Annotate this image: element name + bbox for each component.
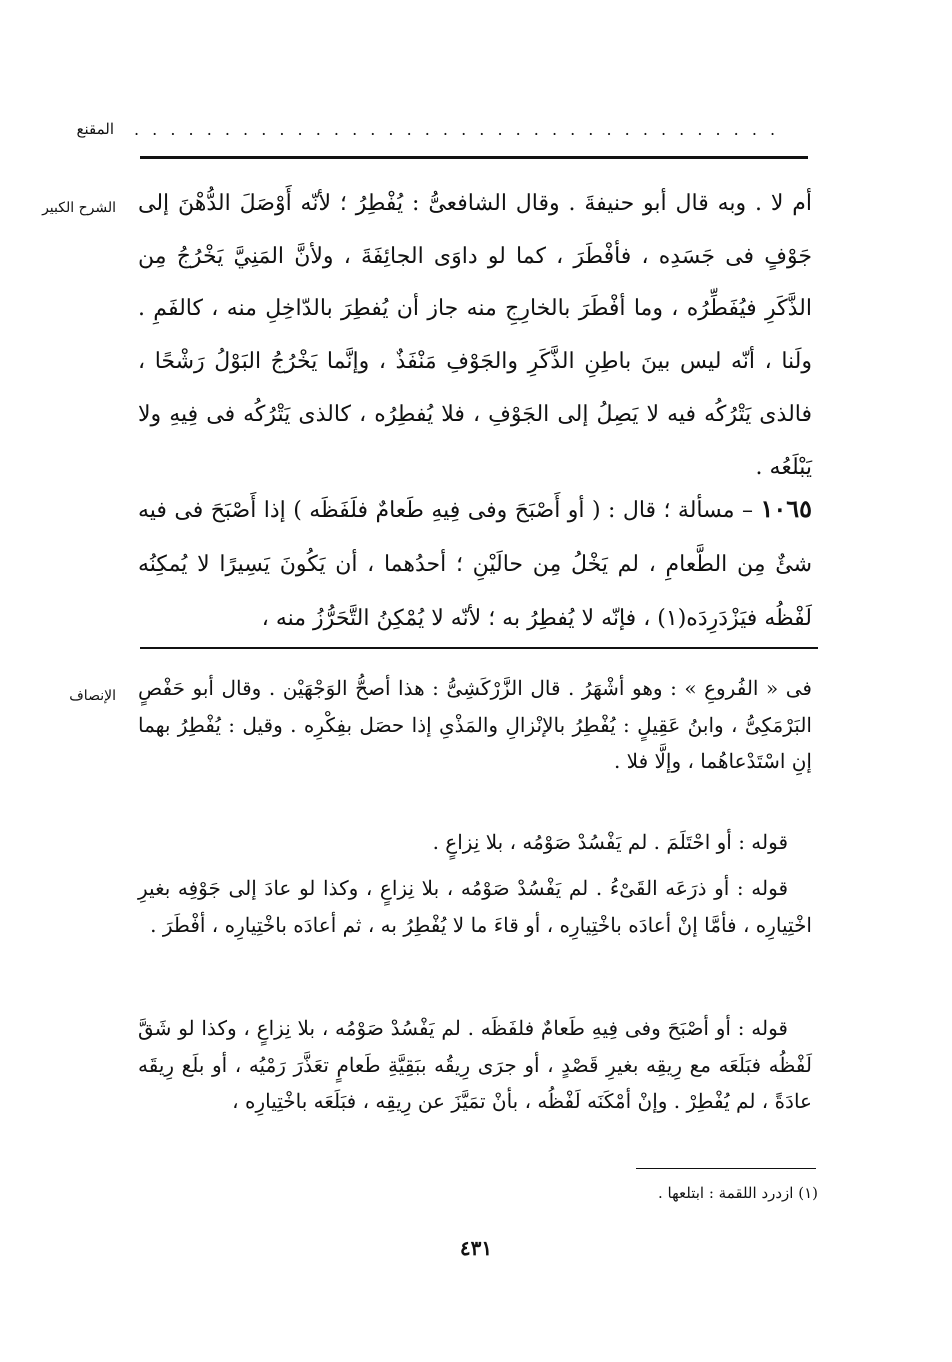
masala-paragraph — [138, 482, 812, 646]
dot-leader: . . . . . . . . . . . . . . . . . . . . . . . . . . . . . . . . . . . . — [134, 120, 780, 139]
running-head-title: المقنع — [76, 120, 114, 138]
insaf-paragraph: قوله : أو ذرَعَه القَىْءُ . لم يَفْسُدْ صَوْمُه ، بلا نِزاعٍ ، وكذا لو عادَ إلى جَوْفِه بغيرِ اخْتِيارِه ، فأمَّا إنْ أعادَه باخْتِيارِه ، أو قاءَ ما لا يُفْطِرُ به ، ثم أعادَه باخْتِيارِه ، أفْطَرَ . — [138, 876, 812, 937]
insaf-paragraph: قوله : أو أصْبَحَ وفى فِيهِ طَعامٌ فلفَظَه . لم يَفْسُدْ صَوْمُه ، بلا نِزاعٍ ، وكذا لو شَقَّ لَفْظُه فبَلَعَه مع رِيقِه بغيرِ قَصْدٍ ، أو جرَى رِيقُه ببَقِيَّةِ طَعامٍ تعَذَّرَ رَمْيُه ، أو بلَع رِيقَه عادَةً ، لم يُفْطِرْ . وإنْ أمْكَنَه لَفْظُه ، بأنْ تمَيَّزَ عن رِيقِه ، فبَلَعَه باخْتِيارِه ، — [138, 1016, 812, 1113]
margin-label-sharh: الشرح الكبير — [42, 200, 116, 216]
masala-text: – مسألة ؛ قال : ( أو أَصْبَحَ وفى فِيهِ طَعامٌ فلَفَظَه ) إذا أَصْبَحَ فى فيه شئٌ مِن الطَّعامِ ، لم يَخْلُ مِن حالَيْنِ ؛ أحدُهما ، أن يَكُونَ يَسِيرًا لا يُمكِنُه لَفْظُه فيَزْدَرِدَه(١) ، فإنّه لا يُفطِرُ به ؛ لأنّه لا يُمْكِنُ التَّحَرُّزُ منه ، — [138, 498, 812, 631]
section-divider — [140, 647, 818, 649]
footnote-rule — [636, 1168, 816, 1169]
insaf-paragraph: فى « الفُروعِ » : وهو أشْهَرُ . قال الزَّرْكَشِىُّ : هذا أصحُّ الوَجْهَيْن . وقال أبو حَفْصٍ البَرْمَكِىُّ ، وابنُ عَقِيلٍ : يُفْطِرُ بالإنْزالِ والمَذْىِ إذا حصَل بفِكْرِه . وقيل : يُفْطِرُ بهما إنِ اسْتَدْعاهُما ، وإلَّا فلا . — [138, 676, 812, 773]
sharh-paragraph: أم لا . وبه قال أبو حنيفةَ . وقال الشافعىُّ : يُفْطِرُ ؛ لأنّه أَوْصَلَ الدُّهْنَ إلى جَوْفٍ فى جَسَدِه ، فأفْطَرَ ، كما لو داوَى الجائِفَةَ ، ولأنَّ المَنِيَّ يَخْرُجُ مِن الذَّكَرِ فيُفَطِّرُه ، وما أفْطَرَ بالخارِجِ منه جاز أن يُفطِرَ بالدّاخِلِ منه ، كالفَمِ . ولَنا ، أنّه ليس بينَ باطِنِ الذَّكَرِ والجَوْفِ مَنْفَذٌ ، وإنَّما يَخْرُجُ البَوْلُ رَشْحًا ، فالذى يَتْرُكُه فيه لا يَصِلُ إلى الجَوْفِ ، فلا يُفطِرُه ، كالذى يَتْرُكُه فى فِيهِ ولا يَبْلَعُه . — [138, 191, 812, 480]
masala-number: ١٠٦٥ — [760, 494, 812, 523]
footnote: (١) ازدرد اللقمة : ابتلعها . — [657, 1184, 818, 1202]
running-head — [0, 118, 952, 142]
margin-label-insaf: الإنصاف — [69, 688, 116, 704]
header-rule — [140, 156, 808, 159]
insaf-paragraph: قوله : أو احْتَلَمَ . لم يَفْسُدْ صَوْمُه ، بلا نِزاعٍ . — [432, 830, 788, 854]
page-number: ٤٣١ — [459, 1236, 493, 1260]
